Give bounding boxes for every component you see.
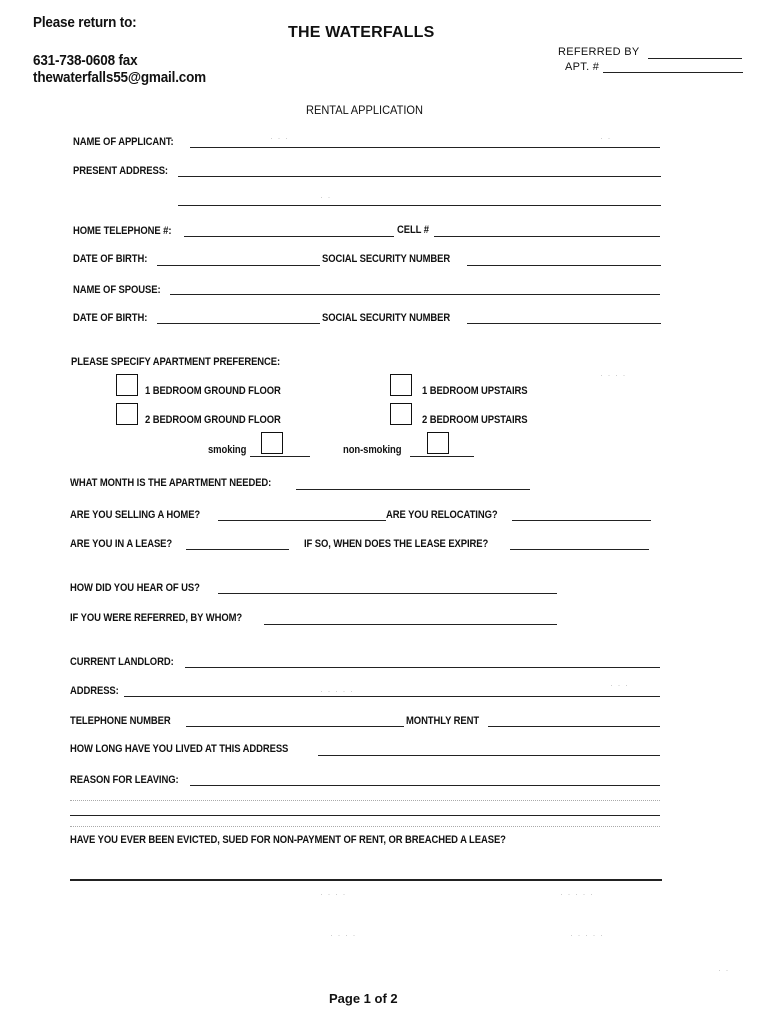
scan-noise: · · · xyxy=(270,133,289,143)
scan-noise: · · xyxy=(600,133,612,143)
spouse-ssn-label: SOCIAL SECURITY NUMBER xyxy=(322,312,451,324)
apt-label: APT. # xyxy=(565,61,600,73)
ssn-label: SOCIAL SECURITY NUMBER xyxy=(322,253,451,265)
smoking-underline xyxy=(250,456,310,457)
scan-noise: · · · · · xyxy=(320,686,354,696)
non-smoking-label: non-smoking xyxy=(343,444,402,456)
home-telephone-label: HOME TELEPHONE #: xyxy=(73,225,172,237)
checkbox-smoking[interactable] xyxy=(261,432,283,454)
scan-noise: · · · xyxy=(610,680,629,690)
evicted-label: HAVE YOU EVER BEEN EVICTED, SUED FOR NON-PAYMENT OF RENT, OR BREACHED A LEASE? xyxy=(70,834,506,846)
referred-by-label: REFERRED BY xyxy=(558,46,640,58)
relocating-field[interactable] xyxy=(512,520,651,521)
scan-noise: · · · · xyxy=(320,889,347,899)
applicant-name-label: NAME OF APPLICANT: xyxy=(73,136,174,148)
present-address-label: PRESENT ADDRESS: xyxy=(73,165,168,177)
reason-leaving-field[interactable] xyxy=(190,785,660,786)
apt-line[interactable] xyxy=(603,72,743,73)
scan-noise: · · · · xyxy=(600,370,627,380)
spouse-ssn-field[interactable] xyxy=(467,323,661,324)
dob-field[interactable] xyxy=(157,265,320,266)
hear-of-us-label: HOW DID YOU HEAR OF US? xyxy=(70,582,200,594)
email-address: thewaterfalls55@gmail.com xyxy=(33,69,206,86)
scan-noise: · · · · · xyxy=(570,930,604,940)
current-landlord-field[interactable] xyxy=(185,667,660,668)
applicant-name-field[interactable] xyxy=(190,147,660,148)
relocating-label: ARE YOU RELOCATING? xyxy=(386,509,498,521)
scan-noise: · · xyxy=(718,965,730,975)
current-landlord-label: CURRENT LANDLORD: xyxy=(70,656,174,668)
dob-label: DATE OF BIRTH: xyxy=(73,253,148,265)
referred-whom-field[interactable] xyxy=(264,624,557,625)
lease-expire-label: IF SO, WHEN DOES THE LEASE EXPIRE? xyxy=(304,538,489,550)
cell-label: CELL # xyxy=(397,224,429,236)
in-lease-label: ARE YOU IN A LEASE? xyxy=(70,538,173,550)
non-smoking-underline xyxy=(410,456,474,457)
spouse-name-label: NAME OF SPOUSE: xyxy=(73,284,161,296)
home-telephone-field[interactable] xyxy=(184,236,394,237)
selling-home-label: ARE YOU SELLING A HOME? xyxy=(70,509,201,521)
present-address-field[interactable] xyxy=(178,176,661,177)
option-1br-upstairs-label: 1 BEDROOM UPSTAIRS xyxy=(422,385,528,397)
landlord-telephone-field[interactable] xyxy=(186,726,404,727)
landlord-address-field[interactable] xyxy=(124,696,660,697)
reason-leaving-field-2[interactable] xyxy=(70,800,660,801)
referred-by-line[interactable] xyxy=(648,58,742,59)
scan-noise: · · xyxy=(320,192,332,202)
lease-expire-field[interactable] xyxy=(510,549,649,550)
in-lease-field[interactable] xyxy=(186,549,289,550)
checkbox-2br-upstairs[interactable] xyxy=(390,403,412,425)
document-title: THE WATERFALLS xyxy=(288,24,435,41)
scan-noise: · · · · xyxy=(330,930,357,940)
monthly-rent-label: MONTHLY RENT xyxy=(406,715,480,727)
present-address-field-2[interactable] xyxy=(178,205,661,206)
checkbox-1br-ground[interactable] xyxy=(116,374,138,396)
how-long-label: HOW LONG HAVE YOU LIVED AT THIS ADDRESS xyxy=(70,743,289,755)
checkbox-1br-upstairs[interactable] xyxy=(390,374,412,396)
scan-noise: · · · · · xyxy=(560,889,594,899)
spouse-dob-label: DATE OF BIRTH: xyxy=(73,312,148,324)
landlord-telephone-label: TELEPHONE NUMBER xyxy=(70,715,171,727)
checkbox-2br-ground[interactable] xyxy=(116,403,138,425)
spouse-dob-field[interactable] xyxy=(157,323,320,324)
monthly-rent-field[interactable] xyxy=(488,726,660,727)
smoking-label: smoking xyxy=(208,444,247,456)
cell-field[interactable] xyxy=(434,236,660,237)
form-title: RENTAL APPLICATION xyxy=(306,103,423,117)
spouse-name-field[interactable] xyxy=(170,294,660,295)
landlord-address-label: ADDRESS: xyxy=(70,685,119,697)
selling-home-field[interactable] xyxy=(218,520,386,521)
apartment-preference-label: PLEASE SPECIFY APARTMENT PREFERENCE: xyxy=(71,356,281,368)
fax-number: 631-738-0608 fax xyxy=(33,52,138,69)
option-2br-ground-label: 2 BEDROOM GROUND FLOOR xyxy=(145,414,281,426)
page-number: Page 1 of 2 xyxy=(329,991,398,1006)
reason-leaving-label: REASON FOR LEAVING: xyxy=(70,774,179,786)
checkbox-non-smoking[interactable] xyxy=(427,432,449,454)
referred-whom-label: IF YOU WERE REFERRED, BY WHOM? xyxy=(70,612,243,624)
reason-leaving-field-4[interactable] xyxy=(70,826,660,827)
how-long-field[interactable] xyxy=(318,755,660,756)
hear-of-us-field[interactable] xyxy=(218,593,557,594)
return-label: Please return to: xyxy=(33,14,137,31)
reason-leaving-field-3[interactable] xyxy=(70,815,660,816)
option-1br-ground-label: 1 BEDROOM GROUND FLOOR xyxy=(145,385,281,397)
ssn-field[interactable] xyxy=(467,265,661,266)
evicted-field[interactable] xyxy=(70,879,662,881)
option-2br-upstairs-label: 2 BEDROOM UPSTAIRS xyxy=(422,414,528,426)
month-needed-label: WHAT MONTH IS THE APARTMENT NEEDED: xyxy=(70,477,272,489)
month-needed-field[interactable] xyxy=(296,489,530,490)
